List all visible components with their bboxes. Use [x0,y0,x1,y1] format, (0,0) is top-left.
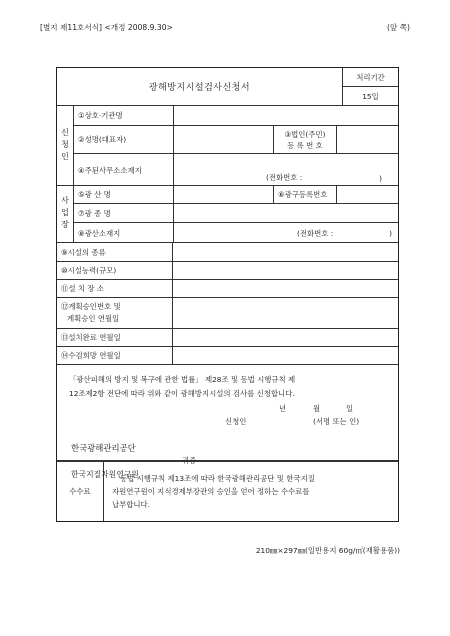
inspection-label: ⑭수검희망 연월일 [61,351,121,360]
completion-row [57,329,398,347]
date-day: 일 [346,404,354,413]
mine-reg-field[interactable] [336,186,398,203]
fee-text-cell [103,462,398,521]
paper-spec: 210㎜×297㎜(일반용지 60g/㎡(재활용품)) [255,546,400,555]
mine-name-field[interactable] [173,186,273,203]
capacity-field[interactable] [172,262,398,279]
address-field[interactable] [173,154,398,186]
processing-period-label: 처리기간 [343,68,398,87]
address-phone-label: (전화번호 : [266,173,303,182]
applicant-sign-label: 신청인 [225,417,247,426]
mine-location-label: ⑧광산소재지 [78,228,121,238]
capacity-row [57,262,398,280]
page-side: (앞 쪽) [386,23,410,32]
recipient-suffix: 귀중 [182,456,197,465]
facility-type-row [57,243,398,262]
business-section-label: 사업장 [60,196,70,232]
fee-label: 수수료 [69,487,91,496]
address-row [74,154,398,186]
install-location-row [57,280,398,298]
date-year: 년 [279,404,287,413]
fee-row [57,461,398,521]
applicant-section [57,106,398,186]
mine-phone-label: (전화번호 : [297,228,334,238]
mine-phone-close: ) [389,228,392,238]
mine-location-field[interactable] [173,223,398,243]
signature-label[interactable]: (서명 또는 인) [313,417,360,426]
form-number: [별지 제11호서식] <개정 2008.9.30> [40,23,173,32]
inspection-field[interactable] [172,347,398,364]
fee-text: 동법 시행규칙 제13조에 따라 한국광해관리공단 및 한국지질 자원연구원이 지식경제부장관의 승인을 얻어 정하는 수수료를 납부합니다. [112,474,315,509]
approval-label: ⑫계획승인번호 및 계획승인 연월일 [61,302,121,323]
form-header [40,22,410,34]
business-section [57,186,398,243]
install-location-label: ⑪설 치 장 소 [61,284,104,293]
mineral-field[interactable] [173,204,398,222]
completion-field[interactable] [172,329,398,346]
company-field[interactable] [173,106,398,125]
address-label: ④주된사무소소재지 [78,165,142,175]
mine-name-row [74,186,398,204]
recipient-kmr: 한국광해관리공단 [71,443,136,453]
form-title: 광해방지시설검사신청서 [148,83,251,93]
address-phone-close: ) [379,174,382,183]
corp-id-field[interactable] [336,126,398,153]
facility-type-label: ⑨시설의 종류 [61,247,106,257]
name-row [74,126,398,154]
inspection-row [57,347,398,365]
declaration-text: 「광산피해의 방지 및 복구에 관한 법률」 제28조 및 동법 시행규칙 제 12조제2항 전단에 따라 위와 같이 광해방지시설의 검사를 신청합니다. [69,375,296,398]
mine-name-label: ⑤광 산 명 [78,190,111,199]
install-location-field[interactable] [172,280,398,297]
mineral-row [74,204,398,223]
capacity-label: ⑩시설능력(규모) [61,266,117,275]
facility-type-field[interactable] [172,243,398,261]
mine-location-row [74,223,398,243]
processing-period-value: 15일 [362,91,379,101]
approval-field[interactable] [172,298,398,328]
completion-label: ⑬설치완료 연월일 [61,333,121,342]
corp-id-label: ③법인(주민) 등 록 번 호 [273,126,336,153]
mineral-label: ⑦광 종 명 [78,208,111,218]
approval-row [57,298,398,329]
applicant-section-label: 신청인 [60,127,70,164]
application-form [56,67,399,522]
processing-period-cell [342,68,398,105]
date-month: 월 [313,404,321,413]
mine-reg-label: ⑥광구등록번호 [273,186,336,203]
recipient-kigam: 한국지질자원연구원 [71,470,139,479]
name-label: ②성명(대표자) [78,135,127,144]
company-label: ①상호·기관명 [78,111,123,120]
declaration-section [57,365,398,479]
title-row [57,68,398,106]
form-title-cell [57,68,342,105]
name-field[interactable] [173,126,273,153]
company-row [74,106,398,126]
